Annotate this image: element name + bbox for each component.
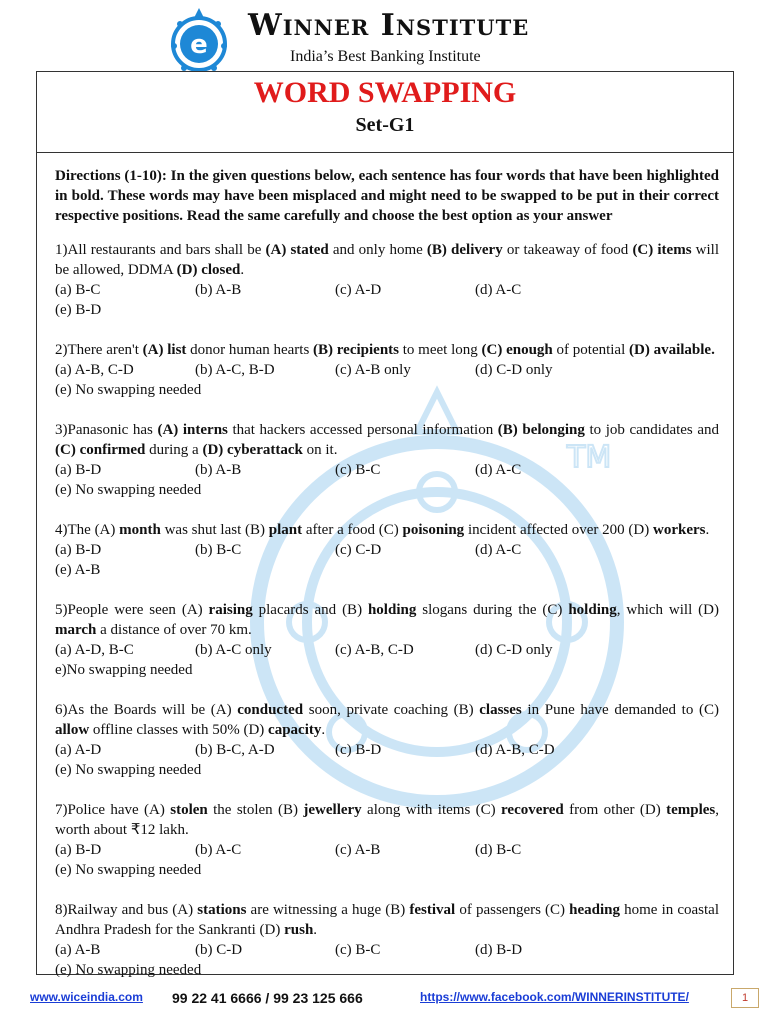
phone-numbers: 99 22 41 6666 / 99 23 125 666 <box>172 990 363 1006</box>
brand-tagline: India’s Best Banking Institute <box>290 48 481 65</box>
question-text: was shut last (B) <box>160 522 269 538</box>
options-row <box>55 940 719 980</box>
question-text: or takeaway of food <box>502 242 633 258</box>
question-text: along with items (C) <box>361 802 502 818</box>
answer-option: (a) A-D, B-C <box>55 642 134 658</box>
answer-option: (c) A-D <box>335 282 382 298</box>
question-text: of potential <box>552 342 630 358</box>
question-text: and only home <box>328 242 427 258</box>
highlighted-word: capacity <box>268 722 322 738</box>
question-item <box>55 700 719 780</box>
highlighted-word: poisoning <box>402 522 465 538</box>
website-link[interactable]: www.wiceindia.com <box>30 990 143 1004</box>
question-text: 1)All restaurants and bars shall be <box>55 242 266 258</box>
title-box <box>37 72 733 153</box>
page-title: WORD SWAPPING <box>253 76 517 109</box>
highlighted-word: plant <box>268 522 303 538</box>
answer-option: (e) A-B <box>55 562 101 578</box>
highlighted-word: (C) confirmed <box>55 442 146 458</box>
answer-option: (c) A-B, C-D <box>335 642 414 658</box>
answer-option: (a) B-D <box>55 842 102 858</box>
question-text: 2)There aren't <box>55 342 143 358</box>
question-stem <box>55 700 719 740</box>
question-text: from other (D) <box>563 802 667 818</box>
highlighted-word: march <box>55 622 97 638</box>
question-text: 4)The (A) <box>55 522 120 538</box>
highlighted-word: (B) belonging <box>497 422 585 438</box>
answer-option: (b) A-B <box>195 282 242 298</box>
highlighted-word: (D) closed <box>176 262 241 278</box>
highlighted-word: (B) recipients <box>313 342 400 358</box>
question-item <box>55 240 719 320</box>
question-text: 7)Police have (A) <box>55 802 171 818</box>
answer-option: (b) A-C <box>195 842 242 858</box>
question-sheet <box>36 71 734 978</box>
question-text: . <box>240 262 245 278</box>
highlighted-word: (A) list <box>142 342 187 358</box>
question-text: , worth about ₹12 lakh. <box>55 802 719 838</box>
highlighted-word: holding <box>367 602 417 618</box>
answer-option: (d) A-B, C-D <box>475 742 555 758</box>
answer-option: (c) B-D <box>335 742 382 758</box>
question-text: 8)Railway and bus (A) <box>55 902 198 918</box>
question-text: soon, private coaching (B) <box>303 702 480 718</box>
question-text: 6)As the Boards will be (A) <box>55 702 238 718</box>
question-text: home in coastal Andhra Pradesh for the Sankranti (D) <box>55 902 719 938</box>
question-text: on it. <box>302 442 338 458</box>
question-text: a distance of over 70 km. <box>96 622 252 638</box>
highlighted-word: (D) cyberattack <box>202 442 303 458</box>
answer-option: (c) A-B only <box>335 362 411 378</box>
highlighted-word: festival <box>409 902 456 918</box>
svg-text:e: e <box>190 30 208 60</box>
answer-option: (a) B-D <box>55 542 102 558</box>
options-row <box>55 540 719 580</box>
question-item <box>55 800 719 880</box>
answer-option: (c) A-B <box>335 842 381 858</box>
highlighted-word: (A) stated <box>265 242 329 258</box>
question-stem <box>55 240 719 280</box>
answer-option: (d) A-C <box>475 282 522 298</box>
question-item <box>55 340 719 400</box>
highlighted-word: classes <box>479 702 522 718</box>
answer-option: (a) B-D <box>55 462 102 478</box>
answer-option: (b) A-C only <box>195 642 272 658</box>
answer-option: (a) A-B <box>55 942 101 958</box>
highlighted-word: (D) available. <box>629 342 715 358</box>
winner-logo-icon <box>166 6 232 72</box>
highlighted-word: temples <box>666 802 716 818</box>
question-text: . <box>705 522 710 538</box>
options-row <box>55 280 719 320</box>
answer-option: (d) C-D only <box>475 362 553 378</box>
answer-option: (e) No swapping needed <box>55 962 202 978</box>
highlighted-word: heading <box>569 902 621 918</box>
question-stem <box>55 800 719 840</box>
highlighted-word: month <box>119 522 161 538</box>
question-text: will be allowed, DDMA <box>55 242 720 278</box>
question-text: incident affected over 200 (D) <box>464 522 653 538</box>
answer-option: (a) B-C <box>55 282 101 298</box>
directions: Directions (1-10): In the given questions below, each sentence has four words that have been highlighted in bold. These words may have been misplaced and might need to be swapped to be put in their correct respective positions. Read the same carefully and choose the best option as your answer <box>55 168 719 224</box>
question-item <box>55 900 719 980</box>
question-text: . <box>321 722 326 738</box>
question-stem <box>55 900 719 940</box>
options-row <box>55 460 719 500</box>
answer-option: (c) C-D <box>335 542 382 558</box>
question-text: 5)People were seen (A) <box>55 602 209 618</box>
question-item <box>55 520 719 580</box>
options-row <box>55 360 719 400</box>
page-header <box>0 0 768 72</box>
question-stem <box>55 600 719 640</box>
facebook-link[interactable]: https://www.facebook.com/WINNERINSTITUTE/ <box>420 990 689 1004</box>
answer-option: (e) B-D <box>55 302 102 318</box>
page-footer <box>0 986 768 1016</box>
answer-option: (b) B-C, A-D <box>195 742 275 758</box>
answer-option: (d) A-C <box>475 462 522 478</box>
question-text: the stolen (B) <box>207 802 304 818</box>
brand-name: Winner Institute <box>248 8 530 43</box>
answer-option: (a) A-D <box>55 742 102 758</box>
highlighted-word: stolen <box>170 802 208 818</box>
answer-option: e)No swapping needed <box>55 662 193 678</box>
question-text: to meet long <box>399 342 482 358</box>
question-stem <box>55 520 719 540</box>
answer-option: (b) C-D <box>195 942 243 958</box>
answer-option: (e) No swapping needed <box>55 762 202 778</box>
answer-option: (a) A-B, C-D <box>55 362 134 378</box>
answer-option: (d) A-C <box>475 542 522 558</box>
set-label: Set-G1 <box>355 114 415 136</box>
highlighted-word: rush <box>284 922 314 938</box>
highlighted-word: raising <box>208 602 253 618</box>
highlighted-word: conducted <box>237 702 304 718</box>
watermark-tm: TM <box>567 440 612 475</box>
highlighted-word: (C) items <box>632 242 692 258</box>
options-row <box>55 740 719 780</box>
question-item <box>55 420 719 500</box>
question-text: to job candidates and <box>584 422 720 438</box>
answer-option: (b) A-B <box>195 462 242 478</box>
content <box>55 166 719 1000</box>
answer-option: (e) No swapping needed <box>55 382 202 398</box>
answer-option: (d) C-D only <box>475 642 553 658</box>
highlighted-word: workers <box>653 522 706 538</box>
question-text: 3)Panasonic has <box>55 422 158 438</box>
answer-option: (c) B-C <box>335 462 381 478</box>
highlighted-word: (B) delivery <box>426 242 503 258</box>
answer-option: (c) B-C <box>335 942 381 958</box>
question-text: , which will (D) <box>616 602 719 618</box>
question-text: in Pune have demanded to (C) <box>521 702 719 718</box>
answer-option: (e) No swapping needed <box>55 482 202 498</box>
options-row <box>55 640 719 680</box>
question-text: are witnessing a huge (B) <box>246 902 410 918</box>
answer-option: (d) B-C <box>475 842 522 858</box>
question-text: after a food (C) <box>302 522 403 538</box>
question-text: of passengers (C) <box>455 902 570 918</box>
question-item <box>55 600 719 680</box>
answer-option: (b) B-C <box>195 542 242 558</box>
question-list <box>55 240 719 980</box>
answer-option: (b) A-C, B-D <box>195 362 275 378</box>
question-text: . <box>313 922 318 938</box>
highlighted-word: jewellery <box>303 802 362 818</box>
question-text: placards and (B) <box>252 602 368 618</box>
highlighted-word: stations <box>197 902 247 918</box>
options-row <box>55 840 719 880</box>
question-stem <box>55 340 719 360</box>
highlighted-word: holding <box>568 602 617 618</box>
question-text: offline classes with 50% (D) <box>89 722 269 738</box>
question-text: slogans during the (C) <box>416 602 569 618</box>
highlighted-word: (C) enough <box>481 342 553 358</box>
question-stem <box>55 420 719 460</box>
question-text: during a <box>145 442 203 458</box>
answer-option: (e) No swapping needed <box>55 862 202 878</box>
highlighted-word: (A) interns <box>157 422 228 438</box>
highlighted-word: recovered <box>501 802 564 818</box>
question-text: donor human hearts <box>186 342 314 358</box>
question-text: that hackers accessed personal information <box>227 422 498 438</box>
page-number: 1 <box>731 988 759 1008</box>
highlighted-word: allow <box>55 722 90 738</box>
answer-option: (d) B-D <box>475 942 523 958</box>
